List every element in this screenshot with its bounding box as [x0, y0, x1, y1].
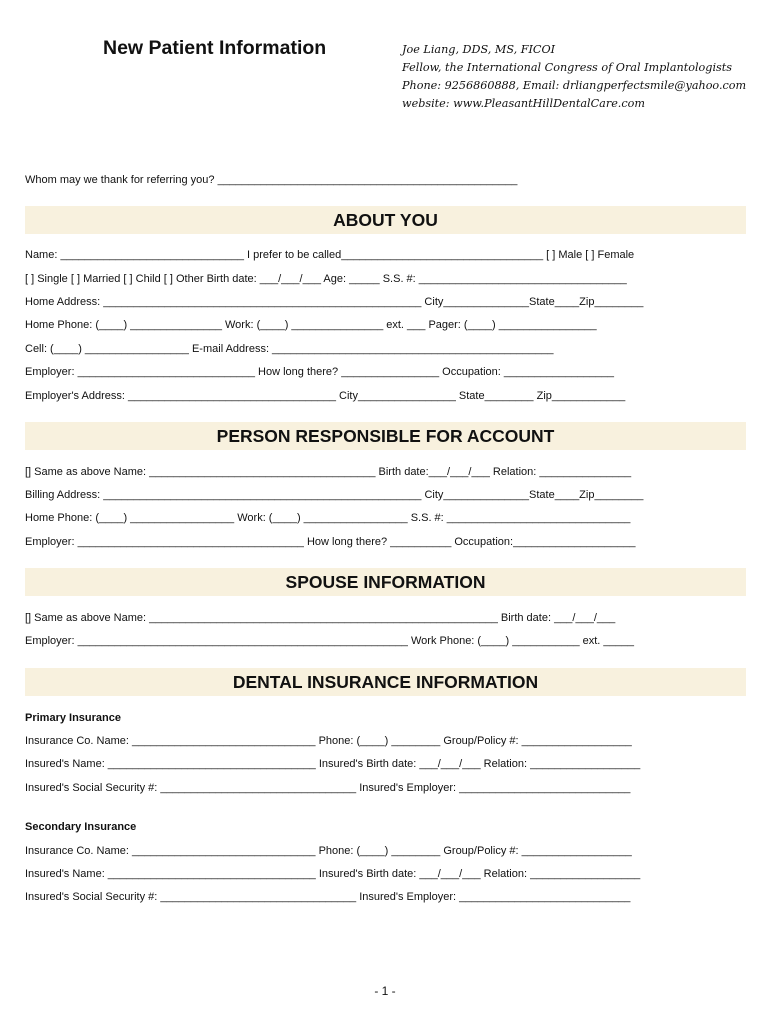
insurance-heading: DENTAL INSURANCE INFORMATION: [25, 668, 746, 696]
spouse-employer-row[interactable]: Employer: ______________________________________________________ Work Phone: (____) ___________ ext. _____: [25, 635, 635, 647]
secondary-insured-name-row[interactable]: Insured's Name: __________________________________ Insured's Birth date: ___/___/___ Relation: __________________: [25, 868, 641, 880]
responsible-employer-row[interactable]: Employer: _____________________________________ How long there? __________ Occupation:____________________: [25, 536, 636, 548]
cell-email-row[interactable]: Cell: (____) _________________ E-mail Address: ______________________________________________: [25, 343, 554, 355]
billing-address-row[interactable]: Billing Address: ____________________________________________________ City______________State____Zip________: [25, 489, 644, 501]
responsible-name-row[interactable]: [] Same as above Name: _____________________________________ Birth date:___/___/___ Relation: _______________: [25, 466, 632, 478]
spouse-name-row[interactable]: [] Same as above Name: _________________________________________________________ Birth date: ___/___/___: [25, 612, 616, 624]
referral-field[interactable]: Whom may we thank for referring you? _________________________________________________: [25, 174, 518, 186]
home-address-row[interactable]: Home Address: ____________________________________________________ City______________State____Zip________: [25, 296, 644, 308]
marital-status-row[interactable]: [ ] Single [ ] Married [ ] Child [ ] Other Birth date: ___/___/___ Age: _____ S.S. #: __________________________________: [25, 273, 627, 285]
page-title: New Patient Information: [103, 37, 327, 59]
secondary-company-row[interactable]: Insurance Co. Name: ______________________________ Phone: (____) ________ Group/Policy #: __________________: [25, 845, 632, 857]
primary-insured-name-row[interactable]: Insured's Name: __________________________________ Insured's Birth date: ___/___/___ Relation: __________________: [25, 758, 641, 770]
employer-row[interactable]: Employer: _____________________________ How long there? ________________ Occupation: __________________: [25, 366, 615, 378]
practice-info: [402, 41, 746, 113]
primary-insurance-label: Primary Insurance: [25, 712, 121, 724]
primary-company-row[interactable]: Insurance Co. Name: ______________________________ Phone: (____) ________ Group/Policy #: __________________: [25, 735, 632, 747]
doctor-name: Joe Liang, DDS, MS, FICOI: [402, 43, 556, 56]
responsible-phone-row[interactable]: Home Phone: (____) _________________ Work: (____) _________________ S.S. #: ______________________________: [25, 512, 631, 524]
primary-insured-ssn-row[interactable]: Insured's Social Security #: ________________________________ Insured's Employer: ____________________________: [25, 782, 631, 794]
name-field-row[interactable]: Name: ______________________________ I prefer to be called_________________________________ [ ] Male [ ] Female: [25, 249, 635, 261]
page-number: - 1 -: [374, 984, 396, 998]
secondary-insured-ssn-row[interactable]: Insured's Social Security #: ________________________________ Insured's Employer: ____________________________: [25, 891, 631, 903]
employer-address-row[interactable]: Employer's Address: __________________________________ City________________ State________ Zip____________: [25, 390, 626, 402]
secondary-insurance-label: Secondary Insurance: [25, 821, 137, 833]
contact-line: Phone: 9256860888, Email: drliangperfectsmile@yahoo.com: [402, 79, 747, 92]
fellowship-line: Fellow, the International Congress of Oral Implantologists: [402, 61, 733, 74]
home-phone-row[interactable]: Home Phone: (____) _______________ Work: (____) _______________ ext. ___ Pager: (____) ________________: [25, 319, 597, 331]
spouse-heading: SPOUSE INFORMATION: [25, 568, 746, 596]
responsible-heading: PERSON RESPONSIBLE FOR ACCOUNT: [25, 422, 746, 450]
website-line: website: www.PleasantHillDentalCare.com: [402, 97, 645, 110]
about-you-heading: ABOUT YOU: [25, 206, 746, 234]
